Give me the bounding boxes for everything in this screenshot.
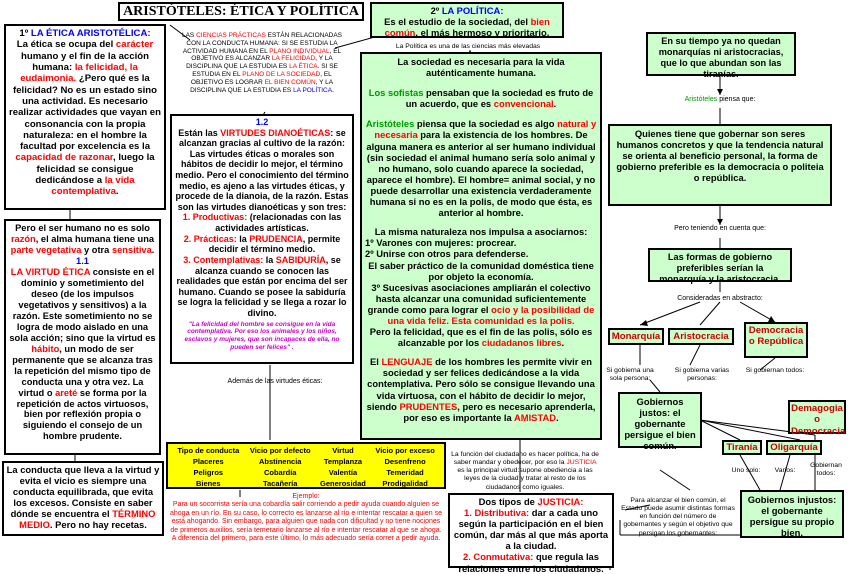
etica-box	[4, 24, 166, 210]
virtues-table-box	[166, 442, 446, 489]
practicas-text-2: , permite decidir el término medio.	[208, 233, 341, 255]
sociedad-text-6: La misma naturaleza nos impulsa a asociarnos:	[374, 226, 588, 238]
ciudadanos-libres-label: ciudadanos libres	[481, 337, 562, 349]
lenguaje-label: LENGUAJE	[381, 356, 433, 368]
alcanzar-bien-comun-note	[620, 497, 736, 538]
formas-preferibles-box	[648, 248, 792, 282]
democracia-preferible-box	[608, 124, 832, 206]
table-header-cell: Vicio por exceso	[375, 446, 435, 455]
aristoteles-label: Aristóteles	[365, 118, 415, 130]
note-text-3: SI SE ESTUDIA LA ACTIVIDAD HUMANA EN EL	[182, 39, 338, 55]
aristoteles-piensa-note	[670, 96, 770, 104]
razon-label: razón	[10, 233, 36, 244]
note-text-5: , Y LA DISCIPLINA QUE LA ESTUDIA ES	[186, 55, 333, 71]
t-note-text: Uno solo:	[731, 467, 761, 474]
democracia-label: Democracia o República	[748, 325, 804, 348]
dian-quote: "La felicidad del hombre se consigue en la vida contemplativa. Por eso los animales y los niños, esclavos y mujeres, que son incapaces de ella, no pueden ser felices" .	[184, 320, 340, 351]
tirania-note	[726, 467, 766, 475]
virtues-table	[172, 446, 440, 489]
virtud-etica-box	[4, 219, 161, 455]
funcion-ciudadano-note	[450, 451, 600, 492]
table-header-row	[172, 446, 440, 457]
alcanzar-text: Para alcanzar el bien común, el Estado puede asumir distintas formas en función del número de gobernantes y según el objetivo que persigan los gobernantes:	[621, 497, 735, 537]
tiranias-box	[646, 32, 796, 79]
dm-note-text: Gobiernan todos:	[810, 462, 842, 478]
dian-heading: VIRTUDES DIANOÉTICAS	[220, 127, 331, 138]
dianoeticas-num: 1.2	[255, 117, 269, 127]
vida-contemplativa-label: la vida contemplativa	[51, 175, 135, 198]
table-cell: Templanza	[323, 456, 363, 466]
habito-label: hábito	[31, 343, 60, 354]
note-plano-sociedad: PLANO DE LA SOCIEDAD	[242, 70, 321, 78]
gobiernos-injustos-box	[740, 490, 844, 538]
ademas-note	[220, 378, 330, 386]
arete-label: areté	[55, 387, 78, 398]
ejemplo-text: Para un socorrista sería una cobardía salir corriendo a pedir ayuda cuando alguien se ahoga en un río. En su caso, lo correcto es lanzarse al río e intentar rescatar a quien se está ahogando. Sin embargo, para alguien que nada con dificultad y no tiene nociones de primeros auxilios, sería temerario lanzarse al río e intentar rescatar al que se ahoga. A diferencia del primero, para este último, lo más adecuado sería correr a pedir ayuda.	[170, 501, 442, 542]
ciencias-practicas-note	[176, 32, 348, 94]
monarquia-note	[600, 367, 660, 383]
justicia-heading: JUSTICIA:	[537, 496, 584, 507]
ademas-text: Además de las virtudes éticas:	[227, 378, 323, 385]
note-text-10: .	[332, 86, 334, 94]
virtud-text-6: , un modo de ser permanente que se alcanza tras la repetición del mismo tipo de conducta una y otra vez. La virtud o	[12, 343, 153, 398]
note-politica: LA POLÍTICA	[293, 86, 333, 94]
termino-medio-label: TÉRMINO MEDIO	[19, 508, 156, 531]
oligarquia-box	[766, 440, 822, 455]
abstracto-text: Consideradas en abstracto:	[677, 295, 763, 302]
table-cell: Bienes	[196, 478, 221, 488]
etica-heading: LA ÉTICA ARISTOTÉLICA:	[30, 28, 151, 39]
table-row	[172, 457, 440, 468]
etica-text-end: .	[115, 186, 119, 198]
demagogia-box	[788, 400, 846, 437]
termino-text-2: . Pero no hay recetas.	[49, 519, 147, 531]
oligarquia-label: Oligarquía	[770, 442, 818, 453]
asociacion-1: 1º Varones con mujeres: procrear.	[365, 237, 517, 249]
dian-text-1: Están las	[178, 127, 218, 138]
ejemplo-title: Ejemplo:	[292, 493, 320, 500]
aristoteles-note-text: piensa que:	[719, 96, 756, 103]
virtud-text-4: .	[151, 244, 155, 255]
ejemplo-note	[170, 493, 442, 543]
table-header-cell: Vicio por defecto	[249, 446, 311, 455]
etica-text-3: ¿Pero qué es la felicidad? No es un estado sino una actividad. Es necesario realizar actividades que vayan en consonancia con la propia naturaleza: en el hombre la facultad por excelencia es la	[9, 73, 161, 153]
table-cell: Generosidad	[320, 478, 366, 488]
sociedad-text-5: para la existencia de los hombres. De alguna manera es anterior al ser humano individual (sin sociedad el animal humano sería solo animal y no humano, solo cuando aparece la sociedad, aparece el hombre). El hombre= animal social, y no puede desarrollar una existencia verdaderamente humana si no es en la polis, de modo que ésta, es anterior al hombre.	[366, 129, 596, 219]
justicia-text-1: Dos tipos de	[478, 496, 535, 507]
democracia-note	[740, 367, 810, 375]
table-cell: Cobardía	[263, 467, 297, 477]
justicia-box	[448, 493, 614, 574]
note-bien-comun: EL BIEN COMÚN	[264, 78, 316, 86]
termino-medio-box	[2, 461, 164, 536]
note-text-8: , EL OBJETIVO ES LOGRAR	[190, 70, 332, 86]
table-row	[172, 468, 440, 479]
contemplativas-text-1: la	[265, 254, 274, 265]
conmutativa-label: 2. Conmutativa:	[463, 551, 534, 563]
democracia-republica-box	[744, 322, 808, 358]
table-cell: Valentía	[328, 467, 358, 477]
note-felicidad: LA FELICIDAD	[271, 55, 316, 63]
note-etica: LA ÉTICA	[289, 63, 318, 71]
contemplativas-label: 3. Contemplativas:	[183, 254, 264, 265]
table-header-cell: Virtud	[332, 446, 354, 455]
sociedad-text-10: El	[370, 356, 379, 368]
politica-link-note	[378, 43, 558, 51]
table-cell: Peligros	[193, 467, 224, 477]
virtud-etica-heading: LA VIRTUD ÉTICA	[10, 266, 91, 277]
productivas-text: (relacionadas con las actividades artísticas.	[215, 212, 342, 234]
note-text-9: , Y LA DISCIPLINA QUE LA ESTUDIA ES	[190, 78, 334, 94]
etica-text-1: La ética se ocupa del	[16, 39, 114, 51]
note-text-1: LAS	[181, 32, 195, 39]
dian-text-2: : se alcanzan gracias al cultivo de la razón:	[178, 127, 346, 149]
table-cell: Temeridad	[386, 467, 424, 477]
sofistas-label: Los sofistas	[368, 87, 424, 99]
amistad-label: AMISTAD	[514, 411, 557, 423]
prudentes-label: PRUDENTES	[399, 400, 458, 412]
polis-label: ocio y la posibilidad de una vida feliz. Esta comunidad es la polis.	[387, 303, 595, 326]
termino-text-1: La conducta que lleva a la virtud y evita el vicio es siempre una conducta equilibrada, que evita los excesos. Consiste en saber dónde se encuentra el	[6, 464, 160, 520]
monarquia-label: Monarquía	[611, 331, 661, 342]
politica-box	[370, 2, 564, 38]
etica-text-2: humano y el fin de la acción humana:	[21, 50, 149, 73]
page-title	[118, 2, 364, 21]
etica-num: 1º	[19, 28, 29, 39]
table-cell: Tacañería	[262, 478, 298, 488]
note-plano-individual: PLANO INDIVIDUAL	[269, 47, 330, 55]
teniendo-cuenta-note	[665, 225, 775, 233]
table-cell: Prodigalidad	[382, 478, 428, 488]
sociedad-text-12: , pero es necesario aprenderla, por eso es importante la	[403, 400, 596, 423]
oligarquia-note	[770, 467, 800, 475]
politica-text-2: , el más hermoso y prioritario.	[415, 27, 550, 39]
note-text-2: ESTÁN RELACIONADAS CON LA CONDUCTA HUMANA:	[186, 32, 343, 47]
sociedad-text-8: Pero la felicidad, que es el fin de las polis, sólo es alcanzable por los	[369, 326, 593, 349]
funcion-text-2: es la principal virtud:supone obediencia a las leyes de la ciudad y tratar al resto de los ciudadanos como iguales.	[457, 467, 593, 491]
sociedad-text-11: de los hombres les permite vivir en sociedad y ser felices dedicándose a la vida contemplativa. Pero sólo se consigue llevando una vida virtuosa, con el hábito de decidir lo mejor, siendo	[366, 356, 595, 412]
aristoteles-note-name: Aristóteles	[684, 96, 718, 103]
sociedad-text-3: .	[553, 98, 557, 110]
demagogia-label: Demagogia o Democracia	[791, 403, 846, 437]
virtudes-dianoeticas-box	[170, 114, 354, 364]
gobiernos-injustos-text: Gobiernos injustos: el gobernante persigue su propio bien.	[747, 494, 837, 539]
title-text: ARISTÓTELES: ÉTICA Y POLÍTICA	[123, 4, 359, 19]
gobiernos-justos-box	[618, 392, 702, 452]
distributiva-label: 1. Distributiva:	[464, 507, 530, 519]
politica-text-1: Es el estudio de la sociedad, del	[384, 16, 528, 28]
felicidad-label: la felicidad, la eudaimonia.	[20, 61, 138, 85]
table-header-cell: Tipo de conducta	[177, 446, 240, 455]
sociedad-text-4: piensa que la sociedad es algo	[416, 118, 555, 130]
funcion-text-1: La función del ciudadano es hacer política, ha de saber mandar y obedecer, por eso la	[451, 451, 599, 467]
prudencia-label: PRUDENCIA	[249, 233, 303, 244]
tirania-label: Tiranía	[726, 442, 758, 453]
virtud-text-2: , el alma humana tiene una	[35, 233, 155, 244]
demagogia-note	[806, 462, 846, 478]
d-note-text: Si gobiernan todos:	[745, 367, 805, 374]
sociedad-text-1: La sociedad es necesaria para la vida auténticamente humana.	[397, 56, 565, 79]
politica-num: 2º	[430, 5, 440, 16]
politica-link-text: La Política es una de las ciencias más elevadas	[395, 43, 541, 50]
sociedad-text-2: pensaban que la sociedad es fruto de un acuerdo, que es	[405, 87, 594, 110]
funcion-justicia: JUSTICIA	[566, 459, 597, 467]
conmutativa-text: que regula las relaciones entre los ciudadanos.	[458, 551, 604, 574]
asociacion-2: 2º Unirse con otros para defenderse.	[365, 248, 529, 260]
contemplativas-text-2: , se alcanza cuando se conocen las realidades que están por encima del ser humano. Cuando se posee la sabiduría se logra la felicidad y se llega a rozar lo divino.	[176, 254, 348, 318]
aristocracia-note	[672, 367, 732, 383]
aristocracia-label: Aristocracia	[673, 331, 729, 342]
productivas-label: 1. Productivas:	[182, 212, 248, 223]
a-note-text: Si gobierna varias personas:	[674, 367, 730, 383]
abstracto-note	[665, 295, 775, 303]
sabiduria-label: SABIDURÍA	[275, 254, 326, 265]
asociacion-3: 3º Sucesivas asociaciones ampliarán el colectivo hasta alcanzar una comunidad suficientemente grande como para lograr el	[367, 281, 591, 315]
o-note-text: Varios:	[774, 467, 796, 474]
monarquia-box	[608, 328, 664, 345]
practicas-label: 2. Prácticas:	[183, 233, 237, 244]
dian-text-3: Las virtudes éticas o morales son hábitos de decidir lo mejor, el término medio. Pero el conocimiento del término medio, es ajeno a las virtudes éticas, y procede de la dianoia, de la razón. Estas son las virtudes dianoéticas y son tres:	[175, 148, 349, 212]
virtud-num: 1.1	[76, 255, 89, 266]
note-text-7: SI SE ESTUDIA EN EL	[192, 63, 338, 78]
sociedad-text-9: .	[561, 337, 565, 349]
virtud-text-5: consiste en el dominio y sometimiento del deseo (de los impulsos vegetativos y sensitivos) a la razón. Este sometimiento no se logra de modo aislado en una sola acción; sino que la virtud es	[9, 266, 156, 343]
teniendo-text: Pero teniendo en cuenta que:	[674, 225, 766, 232]
democracia-preferible-text: Quienes tiene que gobernar son seres humanos concretos y que la tendencia natural se orienta al beneficio personal, la forma de gobierno preferible es la democracia o politeia o república.	[616, 128, 824, 184]
virtud-text-1: Pero el ser humano no es solo	[15, 223, 150, 233]
m-note-text: Si gobierna una sola persona:	[606, 367, 654, 383]
politica-heading: LA POLÍTICA:	[441, 5, 504, 16]
virtud-text-7: se forma por la repetición de actos virtuosos, bien por reflexión propia o siguiendo el consejo de un hombre prudente.	[16, 387, 149, 442]
gobiernos-justos-text: Gobiernos justos: el gobernante persigue el bien común.	[624, 396, 696, 452]
sociedad-text-13: .	[556, 411, 559, 423]
sociedad-text-7: El saber práctico de la comunidad doméstica tiene por objeto la economía.	[368, 259, 594, 282]
bien-comun-label: bien común	[384, 16, 550, 39]
tirania-box	[722, 440, 762, 455]
virtud-text-3: y otra	[84, 244, 110, 255]
razonar-label: capacidad de razonar	[15, 152, 113, 164]
sensitiva-label: sensitiva	[111, 244, 152, 255]
convencional-label: convencional	[493, 98, 554, 110]
practicas-text-1: la	[239, 233, 247, 244]
tiranias-text: En su tiempo ya no quedan monarquías ni aristocracias, que lo que abundan son las tiranías.	[658, 36, 784, 79]
aristocracia-box	[668, 328, 734, 345]
parte-vegetativa-label: parte vegetativa	[10, 244, 82, 255]
note-text-6: .	[317, 63, 320, 71]
caracter-label: carácter	[115, 39, 154, 51]
table-row	[172, 479, 440, 490]
formas-preferibles-text: Las formas de gobierno preferibles serían la monarquía y la aristocracia.	[659, 252, 781, 284]
note-text-4: , EL OBJETIVO ES ALCANZAR	[191, 47, 342, 63]
etica-text-4: , luego la felicidad se consigue dedicándose a	[35, 152, 155, 187]
natural-necesaria-label: natural y necesaria	[374, 118, 597, 141]
table-cell: Placeres	[192, 456, 224, 466]
table-cell: Desenfreno	[384, 456, 426, 466]
note-ciencias: CIENCIAS PRÁCTICAS	[196, 32, 266, 39]
table-cell: Abstinencia	[258, 456, 302, 466]
distributiva-text: dar a cada uno según la participación en el bien común, dar más al que más aporta a la ciudad.	[453, 507, 609, 552]
sociedad-box	[360, 52, 602, 440]
